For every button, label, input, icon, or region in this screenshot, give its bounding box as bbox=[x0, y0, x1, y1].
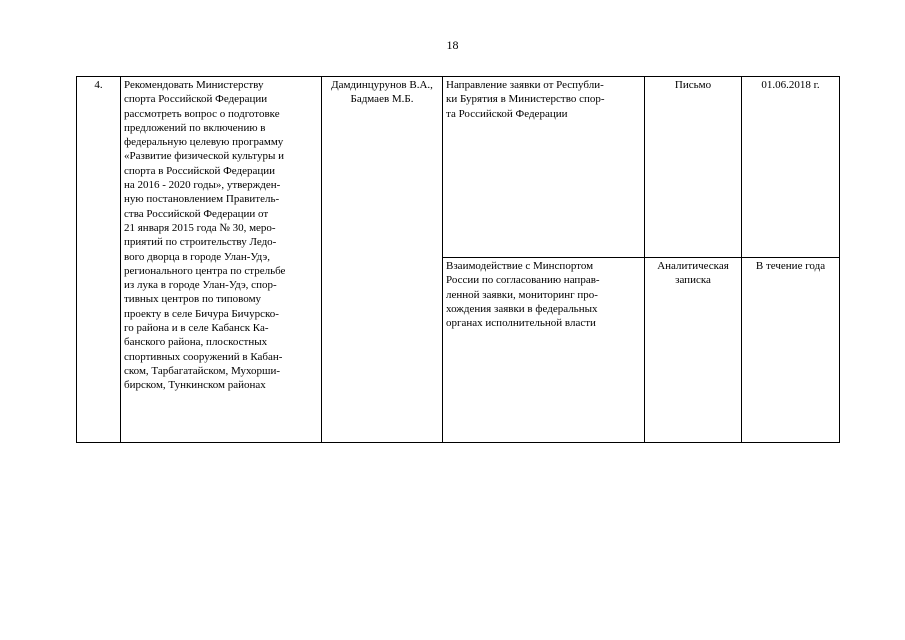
text-line: Бадмаев М.Б. bbox=[350, 93, 414, 106]
text-line: предложений по включению в bbox=[124, 121, 266, 134]
text-line: проекту в селе Бичура Бичурско- bbox=[124, 307, 279, 320]
action-deadline: В течение года bbox=[755, 260, 826, 272]
text-line: Письмо bbox=[674, 79, 712, 91]
text-line: Взаимодействие с Минспортом bbox=[446, 260, 594, 272]
measure-cell bbox=[121, 77, 322, 443]
text-line: та Российской Федерации bbox=[446, 107, 568, 120]
text-line: спорта Российской Федерации bbox=[124, 93, 268, 106]
table-row bbox=[77, 77, 840, 258]
text-line: рассмотреть вопрос о подготовке bbox=[124, 107, 280, 120]
text-line: го района и в селе Кабанск Ка- bbox=[124, 322, 269, 335]
action-document-cell bbox=[645, 258, 742, 443]
action-document-cell bbox=[645, 77, 742, 258]
text-line: ленной заявки, мониторинг про- bbox=[446, 288, 598, 301]
text-line: на 2016 - 2020 годы», утвержден- bbox=[124, 179, 281, 192]
text-line: хождения заявки в федеральных bbox=[446, 302, 598, 315]
row-number-cell bbox=[77, 77, 121, 443]
action-deadline-cell bbox=[742, 77, 840, 258]
measure-text bbox=[124, 78, 318, 393]
action-description-cell bbox=[443, 77, 645, 258]
text-line: спортивных сооружений в Кабан- bbox=[124, 350, 283, 363]
text-line: записка bbox=[675, 274, 711, 287]
measures-table bbox=[76, 76, 840, 443]
text-line: регионального центра по стрельбе bbox=[124, 264, 286, 277]
row-number: 4. bbox=[94, 79, 103, 91]
action-deadline-cell bbox=[742, 258, 840, 443]
page-number: 18 bbox=[446, 38, 459, 52]
text-line: 21 января 2015 года № 30, меро- bbox=[124, 221, 276, 234]
action-deadline: 01.06.2018 г. bbox=[761, 79, 820, 91]
text-line: ства Российской Федерации от bbox=[124, 207, 269, 220]
text-line: федеральную целевую программу bbox=[124, 136, 284, 149]
responsible-cell bbox=[322, 77, 443, 443]
text-line: Направление заявки от Республи- bbox=[446, 79, 604, 91]
text-line: приятий по строительству Ледо- bbox=[124, 236, 277, 249]
text-line: Дамдинцурунов В.А., bbox=[331, 79, 433, 91]
action-document-type bbox=[648, 259, 738, 288]
text-line: Рекомендовать Министерству bbox=[124, 79, 264, 91]
text-line: вого дворца в городе Улан-Удэ, bbox=[124, 250, 270, 263]
text-line: органах исполнительной власти bbox=[446, 317, 596, 330]
text-line: ки Бурятия в Министерство спор- bbox=[446, 93, 605, 106]
text-line: бирском, Тункинском районах bbox=[124, 379, 266, 392]
action-description bbox=[446, 78, 641, 121]
text-line: ском, Тарбагатайском, Мухорши- bbox=[124, 364, 281, 377]
action-description-cell bbox=[443, 258, 645, 443]
text-line: из лука в городе Улан-Удэ, спор- bbox=[124, 279, 277, 292]
text-line: ную постановлением Правитель- bbox=[124, 193, 280, 206]
action-description bbox=[446, 259, 641, 330]
text-line: России по согласованию направ- bbox=[446, 274, 600, 287]
action-document-type bbox=[648, 78, 738, 92]
text-line: спорта в Российской Федерации bbox=[124, 164, 276, 177]
text-line: «Развитие физической культуры и bbox=[124, 150, 284, 163]
responsible-persons bbox=[323, 78, 441, 107]
text-line: тивных центров по типовому bbox=[124, 293, 262, 306]
text-line: банского района, плоскостных bbox=[124, 336, 268, 349]
text-line: Аналитическая bbox=[657, 260, 729, 272]
